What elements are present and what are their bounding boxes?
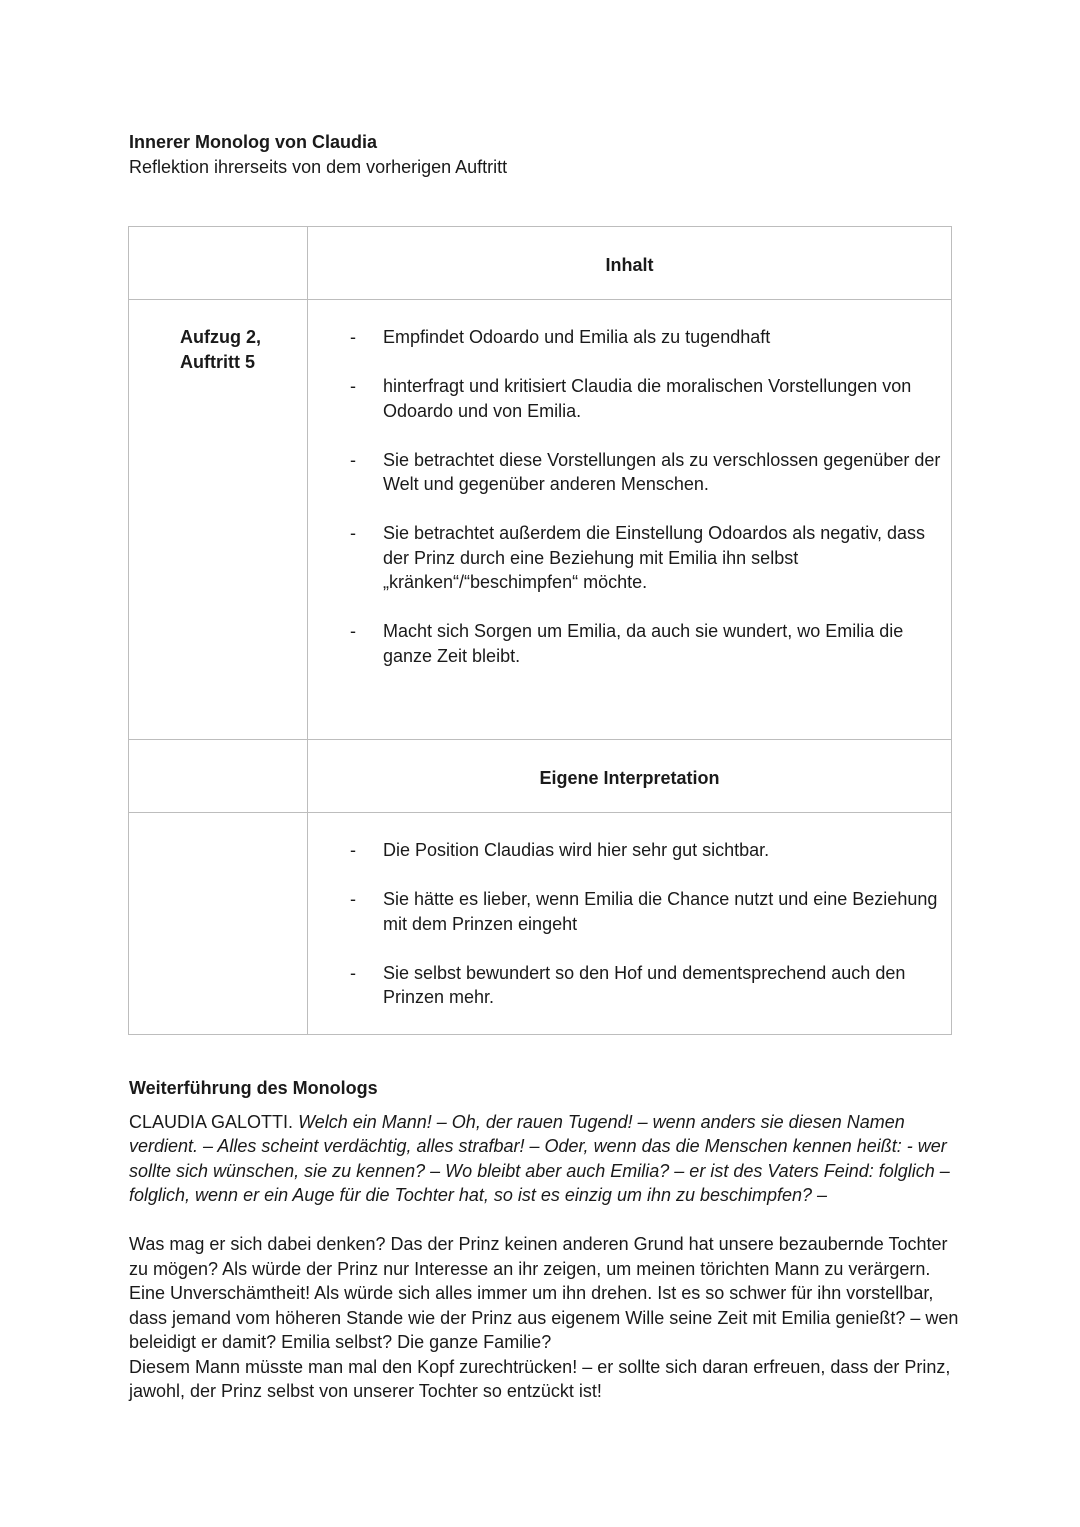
bullet-text: Die Position Claudias wird hier sehr gut sichtbar. <box>383 840 770 860</box>
bullet-dash: - <box>350 840 356 860</box>
list-item <box>308 887 941 936</box>
table-row <box>129 813 952 1035</box>
speaker-name: CLAUDIA GALOTTI. <box>129 1111 294 1132</box>
section-heading: Weiterführung des Monologs <box>129 1078 378 1098</box>
bullet-text: Empfindet Odoardo und Emilia als zu tugendhaft <box>383 327 771 347</box>
quoted-monologue <box>129 1110 959 1208</box>
scene-label-scene: Auftritt 5 <box>180 351 255 372</box>
bullet-dash: - <box>350 376 356 396</box>
bullet-dash: - <box>350 889 356 909</box>
table-cell-empty <box>129 227 308 300</box>
scene-label-act: Aufzug 2, <box>180 327 261 347</box>
table-row <box>129 227 952 300</box>
document-subtitle: Reflektion ihrerseits von dem vorherigen Auftritt <box>129 156 508 177</box>
list-item <box>308 374 941 423</box>
list-item <box>308 961 941 1010</box>
content-header: Inhalt <box>308 227 952 300</box>
monologue-paragraph: Was mag er sich dabei denken? Das der Prinz keinen anderen Grund hat unsere bezaubernde Tochter zu mögen? Als würde der Prinz nur Interesse an ihr zeigen, um meinen törichten Mann zu verärgern. Eine Unverschämtheit! Als würde sich alles immer um ihn drehen. Ist es so schwer für ihn vorstellbar, dass jemand vom höheren Stande wie der Prinz aus eigenem Wille seine Zeit mit Emilia genießt? – wen beleidigt er damit? Emilia selbst? Die ganze Familie? <box>129 1234 959 1352</box>
interpretation-bullet-list <box>308 813 951 1010</box>
content-bullet-list <box>308 300 951 668</box>
list-item <box>308 325 941 350</box>
list-item <box>308 619 941 668</box>
document-title: Innerer Monolog von Claudia <box>129 132 378 152</box>
monologue-paragraph: Diesem Mann müsste man mal den Kopf zurechtrücken! – er sollte sich daran erfreuen, dass der Prinz, jawohl, der Prinz selbst von unserer Tochter so entzückt ist! <box>129 1356 951 1401</box>
scene-label <box>129 300 308 740</box>
bullet-text: Sie selbst bewundert so den Hof und dementsprechend auch den Prinzen mehr. <box>383 962 906 1007</box>
bullet-dash: - <box>350 449 356 470</box>
bullet-dash: - <box>350 327 356 347</box>
list-item <box>308 521 941 595</box>
analysis-table <box>128 226 952 1035</box>
table-row <box>129 300 952 740</box>
content-cell <box>308 300 952 740</box>
interpretation-cell <box>308 813 952 1035</box>
bullet-dash: - <box>350 523 356 543</box>
interpretation-header: Eigene Interpretation <box>308 740 952 813</box>
quote-text: Welch ein Mann! – Oh, der rauen Tugend! – wenn anders sie diesen Namen verdient. – Alles scheint verdächtig, alles strafbar! – Oder, wenn das die Menschen kennen heißt: - wer sollte sich wünschen, sie zu kennen? – Wo bleibt aber auch Emilia? – er ist des Vaters Feind: folglich – folglich, wenn er ein Auge für die Tochter hat, so ist es einzig um ihn zu beschimpfen? – <box>129 1111 950 1205</box>
document-header <box>129 130 507 179</box>
list-item <box>308 448 941 497</box>
bullet-text: Macht sich Sorgen um Emilia, da auch sie wundert, wo Emilia die ganze Zeit bleibt. <box>383 621 904 666</box>
bullet-text: Sie hätte es lieber, wenn Emilia die Chance nutzt und eine Beziehung mit dem Prinzen eingeht <box>383 889 938 934</box>
table-row <box>129 740 952 813</box>
monologue-continuation <box>129 1076 959 1404</box>
list-item <box>308 838 941 863</box>
table-cell-empty <box>129 813 308 1035</box>
bullet-dash: - <box>350 962 356 983</box>
bullet-text: Sie betrachtet außerdem die Einstellung Odoardos als negativ, dass der Prinz durch eine Beziehung mit Emilia ihn selbst „kränken“/“beschimpfen“ möchte. <box>383 523 925 592</box>
table-cell-empty <box>129 740 308 813</box>
bullet-text: hinterfragt und kritisiert Claudia die moralischen Vorstellungen von Odoardo und von Emilia. <box>383 376 912 421</box>
bullet-dash: - <box>350 621 356 641</box>
bullet-text: Sie betrachtet diese Vorstellungen als zu verschlossen gegenüber der Welt und gegenüber anderen Menschen. <box>383 449 941 494</box>
